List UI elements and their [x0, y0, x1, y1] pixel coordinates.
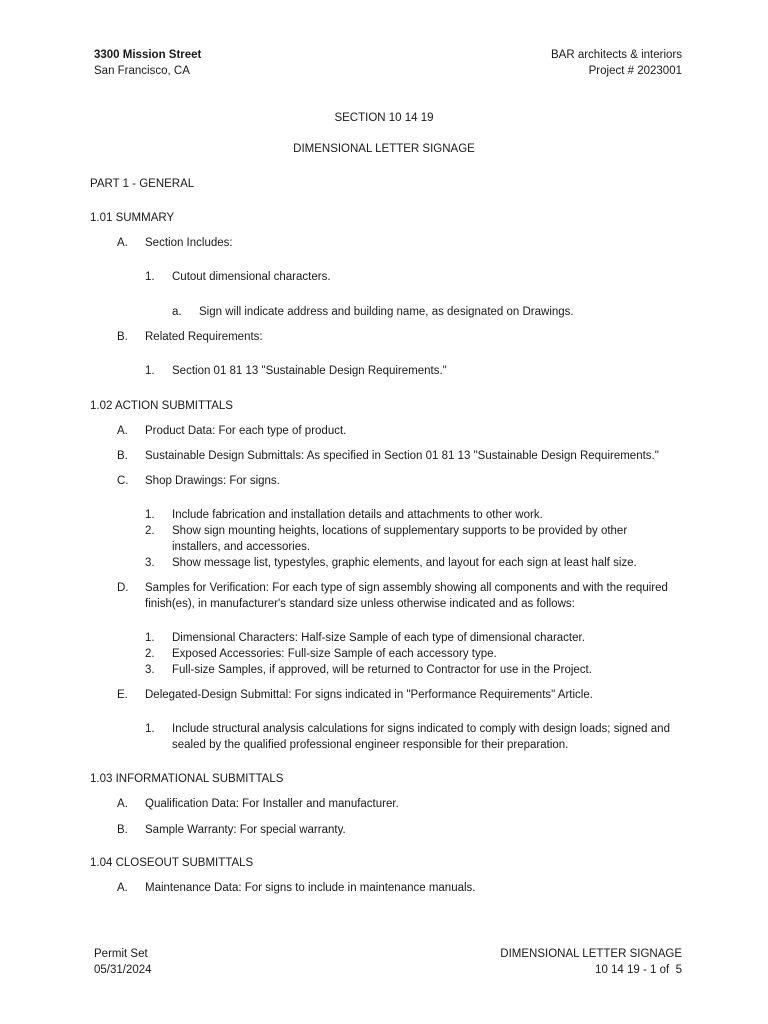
item-label: E. — [117, 689, 128, 701]
subitem-label: 1. — [145, 632, 155, 644]
item-label: B. — [117, 824, 128, 836]
project-number: Project # 2023001 — [588, 65, 682, 77]
subitem-label: 1. — [145, 271, 155, 283]
article-heading-102: 1.02 ACTION SUBMITTALS — [90, 400, 233, 412]
item-label: A. — [117, 237, 128, 249]
footer-right — [500, 946, 682, 978]
subitem-text: Show message list, typestyles, graphic elements, and layout for each sign at least half size. — [172, 557, 637, 569]
subitem-label: 2. — [145, 525, 155, 537]
subitem-text: Section 01 81 13 "Sustainable Design Requirements." — [172, 365, 447, 377]
text-line: Include structural analysis calculations for signs indicated to comply with design loads; signed and — [172, 723, 670, 735]
subitem-label: 3. — [145, 557, 155, 569]
item-text: Related Requirements: — [145, 331, 263, 343]
article-heading-104: 1.04 CLOSEOUT SUBMITTALS — [90, 857, 254, 869]
item-text: Product Data: For each type of product. — [145, 425, 347, 437]
item-label: B. — [117, 331, 128, 343]
text-line: Show sign mounting heights, locations of supplementary supports to be provided by other — [172, 525, 628, 537]
footer-date: 05/31/2024 — [94, 964, 152, 976]
subitem-label: 1. — [145, 723, 155, 735]
header-left — [94, 47, 201, 79]
item-label: A. — [117, 798, 128, 810]
item-text — [145, 580, 668, 612]
footer-set: Permit Set — [94, 948, 148, 960]
subitem-text: Full-size Samples, if approved, will be returned to Contractor for use in the Project. — [172, 664, 592, 676]
item-label: A. — [117, 425, 128, 437]
item-text: Shop Drawings: For signs. — [145, 475, 280, 487]
item-text: Sample Warranty: For special warranty. — [145, 824, 346, 836]
subitem-label: 1. — [145, 509, 155, 521]
footer-section-title: DIMENSIONAL LETTER SIGNAGE — [500, 948, 682, 960]
firm-name: BAR architects & interiors — [550, 49, 682, 61]
section-number: SECTION 10 14 19 — [334, 112, 434, 124]
subitem-label: 2. — [145, 648, 155, 660]
subitem-text: Include fabrication and installation details and attachments to other work. — [172, 509, 543, 521]
item-label: A. — [117, 882, 128, 894]
address-line2: San Francisco, CA — [94, 65, 190, 77]
subitem-text: Cutout dimensional characters. — [172, 271, 331, 283]
text-line: Samples for Verification: For each type of sign assembly showing all components and with the required — [145, 582, 668, 594]
item-text: Maintenance Data: For signs to include in maintenance manuals. — [145, 882, 476, 894]
footer-page-number: 10 14 19 - 1 of 5 — [595, 964, 682, 976]
item-label: D. — [117, 582, 129, 594]
text-line: sealed by the qualified professional engineer responsible for their preparation. — [172, 739, 569, 751]
footer-left — [94, 946, 152, 978]
item-label: B. — [117, 450, 128, 462]
article-heading-103: 1.03 INFORMATIONAL SUBMITTALS — [90, 773, 284, 785]
subitem-text — [172, 523, 692, 555]
article-heading-101: 1.01 SUMMARY — [90, 212, 175, 224]
subitem-text: Dimensional Characters: Half-size Sample of each type of dimensional character. — [172, 632, 585, 644]
item-text: Qualification Data: For Installer and manufacturer. — [145, 798, 399, 810]
subitem-label: 3. — [145, 664, 155, 676]
item-text: Sustainable Design Submittals: As specified in Section 01 81 13 "Sustainable Design Requirements." — [145, 450, 659, 462]
item-label: C. — [117, 475, 129, 487]
subitem-label: 1. — [145, 365, 155, 377]
item-text: Section Includes: — [145, 237, 233, 249]
header-right — [551, 47, 682, 79]
section-title: DIMENSIONAL LETTER SIGNAGE — [293, 143, 475, 155]
subitem-text: Exposed Accessories: Full-size Sample of each accessory type. — [172, 648, 497, 660]
subitem-text — [172, 721, 692, 753]
address-line1: 3300 Mission Street — [94, 49, 202, 61]
text-line: installers, and accessories. — [172, 541, 311, 553]
part-heading: PART 1 - GENERAL — [90, 178, 195, 190]
text-line: finish(es), in manufacturer's standard size unless otherwise indicated and as follows: — [145, 598, 575, 610]
subsubitem-label: a. — [172, 306, 182, 318]
subsubitem-text: Sign will indicate address and building name, as designated on Drawings. — [199, 306, 574, 318]
item-text: Delegated-Design Submittal: For signs indicated in "Performance Requirements" Article. — [145, 689, 593, 701]
